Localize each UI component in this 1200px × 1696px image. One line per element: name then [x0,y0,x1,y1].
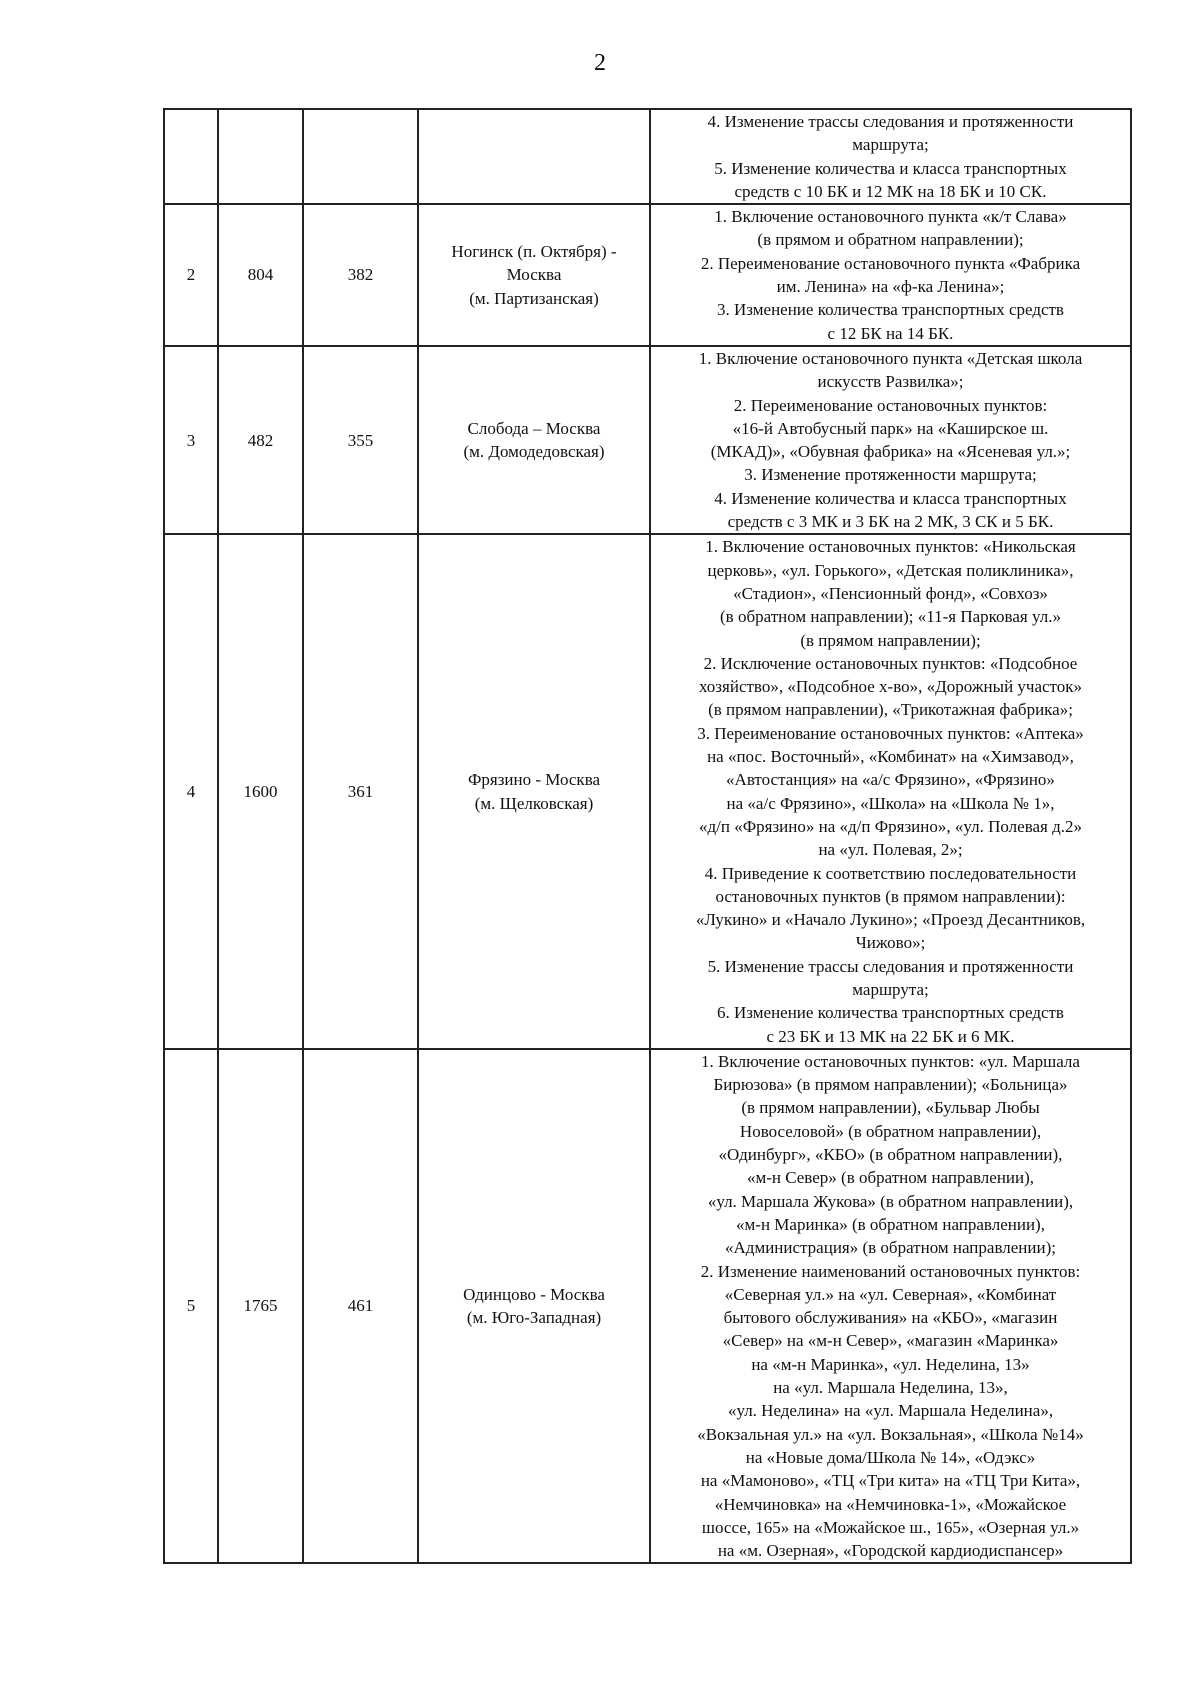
route-name-line: Одинцово - Москва [463,1284,605,1304]
change-line: (в прямом и обратном направлении); [757,230,1024,250]
change-line: с 23 БК и 13 МК на 22 БК и 6 МК. [766,1026,1015,1046]
change-line: 1. Включение остановочных пунктов: «ул. Маршала [701,1051,1080,1071]
change-line: Бирюзова» (в прямом направлении); «Больница» [713,1075,1068,1095]
change-line: на «ул. Полевая, 2»; [818,840,963,860]
change-line: маршрута; [852,135,929,155]
change-line: шоссе, 165» на «Можайское ш., 165», «Озерная ул.» [701,1517,1080,1537]
change-line: хозяйство», «Подсобное х-во», «Дорожный участок» [698,677,1083,697]
route-name-cell [418,1049,650,1564]
registration-number-cell: 804 [218,204,303,346]
row-number-cell: 3 [164,346,218,534]
change-line: на «м-н Маринка», «ул. Неделина, 13» [751,1354,1030,1374]
change-line: на «пос. Восточный», «Комбинат» на «Химзавод», [707,747,1074,767]
route-changes-cell [650,346,1131,534]
change-line: 4. Изменение трассы следования и протяженности [707,112,1074,131]
change-line: 1. Включение остановочного пункта «Детская школа [698,348,1083,368]
route-number-cell [303,109,418,204]
route-name-cell [418,346,650,534]
table-row [164,1049,1131,1564]
route-changes-cell [650,534,1131,1049]
table-body [164,109,1131,1563]
route-name-line: Фрязино - Москва [467,770,601,790]
change-line: искусств Развилка»; [817,372,964,392]
change-line: 1. Включение остановочного пункта «к/т Слава» [714,207,1067,227]
change-line: на «м. Озерная», «Городской кардиодиспансер» [717,1541,1064,1561]
change-line: 1. Включение остановочных пунктов: «Никольская [705,537,1076,557]
row-number-cell: 5 [164,1049,218,1564]
change-line: 3. Переименование остановочных пунктов: «Аптека» [697,723,1084,743]
change-line: «Немчиновка» на «Немчиновка-1», «Можайское [714,1494,1067,1514]
change-line: (в прямом направлении), «Трикотажная фабрика»; [708,700,1073,720]
change-line: 2. Переименование остановочных пунктов: [733,395,1048,415]
change-line: «Администрация» (в обратном направлении); [725,1238,1056,1258]
route-changes-cell [650,1049,1131,1564]
change-line: 2. Исключение остановочных пунктов: «Подсобное [703,653,1078,673]
change-line: средств с 3 МК и 3 БК на 2 МК, 3 СК и 5 БК. [727,512,1054,532]
change-line: «Одинбург», «КБО» (в обратном направлении), [718,1145,1063,1165]
change-line: 6. Изменение количества транспортных средств [717,1003,1064,1023]
route-number-cell: 461 [303,1049,418,1564]
change-line: церковь», «ул. Горького», «Детская поликлиника», [707,560,1074,580]
change-line: 3. Изменение протяженности маршрута; [744,465,1037,485]
table-row [164,346,1131,534]
change-line: «ул. Маршала Жукова» (в обратном направлении), [707,1191,1074,1211]
route-name-line: Москва [506,265,562,285]
change-line: «Стадион», «Пенсионный фонд», «Совхоз» [733,583,1048,603]
change-line: с 12 БК на 14 БК. [827,323,954,343]
route-name-cell [418,204,650,346]
route-name-cell [418,109,650,204]
change-line: «д/п «Фрязино» на «д/п Фрязино», «ул. Полевая д.2» [698,816,1083,836]
change-line: средств с 10 БК и 12 МК на 18 БК и 10 СК. [734,181,1047,201]
row-number-cell: 2 [164,204,218,346]
change-line: остановочных пунктов (в прямом направлении): [715,886,1066,906]
route-name-cell [418,534,650,1049]
table-row [164,204,1131,346]
route-number-cell: 355 [303,346,418,534]
route-changes-cell [650,204,1131,346]
change-line: «ул. Неделина» на «ул. Маршала Неделина», [727,1401,1054,1421]
row-number-cell: 4 [164,534,218,1049]
change-line: на «Мамоново», «ТЦ «Три кита» на «ТЦ Три Кита», [700,1471,1081,1491]
registration-number-cell: 1765 [218,1049,303,1564]
change-line: 2. Переименование остановочного пункта «Фабрика [700,253,1081,273]
change-line: на «Новые дома/Школа № 14», «Одэкс» [745,1447,1036,1467]
table-row [164,534,1131,1049]
change-line: «Лукино» и «Начало Лукино»; «Проезд Десантников, [695,910,1086,930]
change-line: «Автостанция» на «а/с Фрязино», «Фрязино» [726,770,1055,790]
change-line: (в прямом направлении); [800,630,981,650]
registration-number-cell [218,109,303,204]
route-name-line: (м. Юго-Западная) [466,1308,602,1328]
change-line: (МКАД)», «Обувная фабрика» на «Ясеневая ул.»; [710,442,1071,462]
change-line: на «ул. Маршала Неделина, 13», [773,1378,1008,1398]
change-line: 4. Изменение количества и класса транспортных [714,488,1067,508]
registration-number-cell: 1600 [218,534,303,1049]
change-line: «16-й Автобусный парк» на «Каширское ш. [732,418,1049,438]
change-line: «Север» на «м-н Север», «магазин «Маринка» [722,1331,1059,1351]
change-line: «м-н Маринка» (в обратном направлении), [736,1214,1045,1234]
route-changes-cell [650,109,1131,204]
change-line: 4. Приведение к соответствию последовательности [704,863,1077,883]
route-name-line: Ногинск (п. Октября) - [451,242,617,262]
route-name-line: (м. Домодедовская) [463,442,605,462]
change-line: 5. Изменение количества и класса транспортных [714,158,1067,178]
change-line: 2. Изменение наименований остановочных пунктов: [700,1261,1081,1281]
change-line: им. Ленина» на «ф-ка Ленина»; [776,277,1005,297]
change-line: 3. Изменение количества транспортных средств [717,300,1064,320]
route-name-line: (м. Щелковская) [474,793,594,813]
row-number-cell [164,109,218,204]
route-number-cell: 361 [303,534,418,1049]
change-line: Чижово»; [855,933,926,953]
change-line: «м-н Север» (в обратном направлении), [746,1168,1035,1188]
route-number-cell: 382 [303,204,418,346]
change-line: (в прямом направлении), «Бульвар Любы [741,1098,1040,1118]
change-line: на «а/с Фрязино», «Школа» на «Школа № 1», [726,793,1055,813]
route-name-line: Слобода – Москва [467,418,601,438]
change-line: «Вокзальная ул.» на «ул. Вокзальная», «Школа №14» [697,1424,1084,1444]
route-changes-table [163,108,1132,1564]
table-row [164,109,1131,204]
change-line: (в обратном направлении); «11-я Парковая ул.» [720,607,1061,627]
change-line: маршрута; [852,979,929,999]
route-name-line: (м. Партизанская) [469,288,599,308]
change-line: Новоселовой» (в обратном направлении), [739,1121,1042,1141]
change-line: бытового обслуживания» на «КБО», «магазин [723,1308,1058,1328]
change-line: «Северная ул.» на «ул. Северная», «Комбинат [724,1284,1057,1304]
page-number: 2 [594,50,606,76]
change-line: 5. Изменение трассы следования и протяженности [707,956,1074,976]
registration-number-cell: 482 [218,346,303,534]
